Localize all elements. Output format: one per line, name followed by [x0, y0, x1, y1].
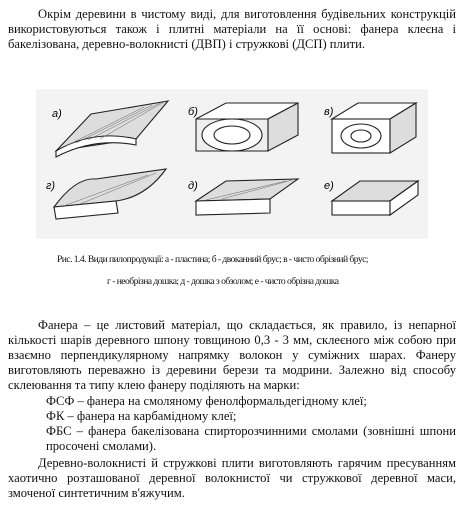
- brand-item-fsf: ФСФ – фанера на смоляному фенолформальдегідному клеї;: [46, 394, 367, 408]
- brand-item-fk: ФК – фанера на карбамідному клеї;: [46, 409, 237, 423]
- figure-caption-line2: г - необрізна дошка; д - дошка з обзолом; е - чисто обрізна дошка: [107, 276, 339, 287]
- panel-label-d: д): [188, 180, 198, 192]
- brand-item-fbs: ФБС – фанера бакелізована спирторозчинними смолами (зовнішні шпони просочені смолами).: [46, 424, 456, 453]
- panel-label-b: б): [188, 106, 198, 118]
- panel-label-a: а): [52, 108, 62, 120]
- intro-paragraph: Окрім деревини в чистому виді, для виготовлення будівельних конструкцій використовуються також і плитні матеріали на її основі: фанера клеєна і бакелізована, деревно-волокнисті (ДВП) і стружкові (ДСП) плити.: [8, 7, 456, 51]
- fiberboard-paragraph: Деревно-волокнисті й стружкові плити виготовляють гарячим пресуванням хаотично розташованої деревної волокнистої чи стружкової деревної маси, змоченої синтетичним в'яжучим.: [8, 456, 456, 500]
- panel-label-e: е): [324, 180, 334, 192]
- panel-label-v: в): [324, 106, 334, 118]
- panel-label-g: г): [46, 180, 56, 192]
- figure-caption-line1: Рис. 1.4. Види пилопродукції: а - пластина; б - двоканний брус; в - чисто обрізний брус;: [57, 254, 368, 265]
- plywood-paragraph: Фанера – це листовий матеріал, що складається, як правило, із непарної кількості шарів деревного шпону товщиною 0,3 - 3 мм, склеєного між собою при взаємно перпендикулярному напрямку волокон у суміжних шарах. Фанеру виготовляють переважно із деревини берези та модрини. Залежно від способу склеювання та типу клею фанеру поділяють на марки:: [8, 318, 456, 392]
- lumber-products-figure: [36, 89, 428, 239]
